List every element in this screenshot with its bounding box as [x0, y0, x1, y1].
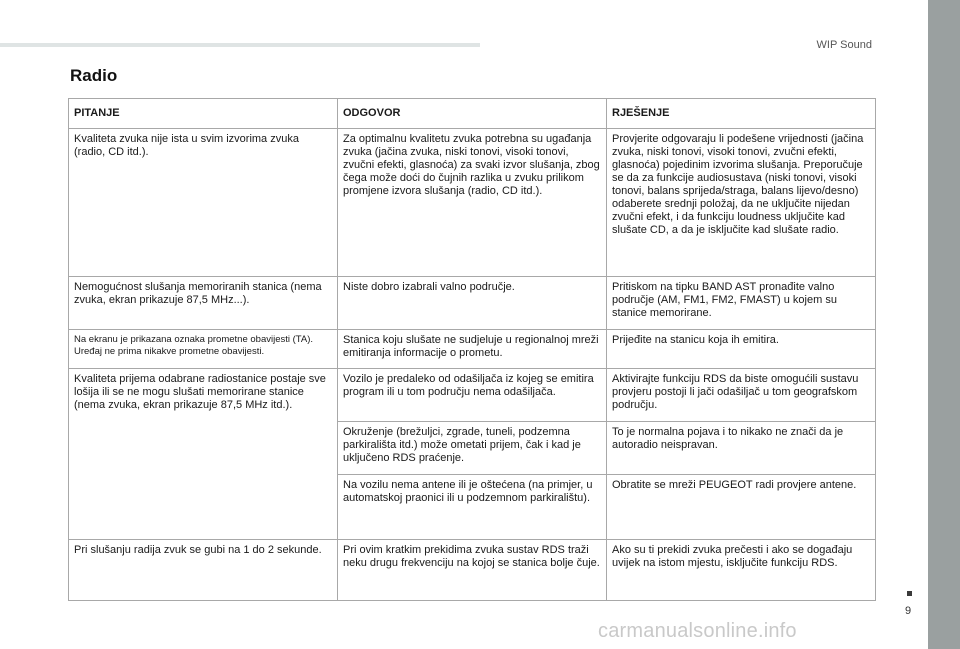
header-answer: ODGOVOR [338, 99, 607, 129]
troubleshooting-table [68, 98, 876, 601]
page-title: Radio [70, 66, 118, 85]
solution-cell: Provjerite odgovaraju li podešene vrijednosti (jačina zvuka, niski tonovi, visoki tonovi, zvučni efekti, glasnoća) pojedinim izvorima slušanja. Preporučuje se da za funkcije audiosustava (niski tonovi, visoki tonovi, balans sprijeda/straga, balans lijevo/desno) odaberete srednji položaj, da ne uključite nijedan zvučni efekt, i da funkciju loudness uključite kad slušate CD, a da je isključite kad slušate radio. [607, 129, 876, 277]
table-row [69, 129, 876, 277]
answer-cell: Okruženje (brežuljci, zgrade, tuneli, podzemna parkirališta itd.) može ometati prijem, čak i kad je uključeno RDS praćenje. [338, 422, 607, 475]
solution-cell: Prijeđite na stanicu koja ih emitira. [607, 330, 876, 369]
answer-cell: Niste dobro izabrali valno područje. [338, 277, 607, 330]
page-marker [907, 591, 912, 596]
header-divider [0, 43, 480, 47]
solution-cell: To je normalna pojava i to nikako ne znači da je autoradio neispravan. [607, 422, 876, 475]
table-row [69, 330, 876, 369]
table-row [69, 369, 876, 422]
question-cell: Na ekranu je prikazana oznaka prometne obavijesti (TA). Uređaj ne prima nikakve prometne obavijesti. [69, 330, 338, 369]
table-header-row [69, 99, 876, 129]
answer-cell: Na vozilu nema antene ili je oštećena (na primjer, u automatskoj praonici ili u podzemnom parkiralištu). [338, 475, 607, 540]
question-cell: Kvaliteta prijema odabrane radiostanice postaje sve lošija ili se ne mogu slušati memorirane stanice (nema zvuka, ekran prikazuje 87,5 MHz itd.). [69, 369, 338, 540]
answer-cell: Vozilo je predaleko od odašiljača iz kojeg se emitira program ili u tom području nema odašiljača. [338, 369, 607, 422]
table-row [69, 540, 876, 601]
watermark: carmanualsonline.info [598, 620, 797, 642]
question-cell: Nemogućnost slušanja memoriranih stanica (nema zvuka, ekran prikazuje 87,5 MHz...). [69, 277, 338, 330]
section-label: WIP Sound [816, 39, 872, 51]
question-cell: Pri slušanju radija zvuk se gubi na 1 do 2 sekunde. [69, 540, 338, 601]
table-row [69, 277, 876, 330]
answer-cell: Pri ovim kratkim prekidima zvuka sustav RDS traži neku drugu frekvenciju na kojoj se stanica bolje čuje. [338, 540, 607, 601]
answer-cell: Stanica koju slušate ne sudjeluje u regionalnoj mreži emitiranja informacije o prometu. [338, 330, 607, 369]
header-solution: RJEŠENJE [607, 99, 876, 129]
page-number: 9 [905, 605, 912, 617]
question-cell: Kvaliteta zvuka nije ista u svim izvorima zvuka (radio, CD itd.). [69, 129, 338, 277]
answer-cell: Za optimalnu kvalitetu zvuka potrebna su ugađanja zvuka (jačina zvuka, niski tonovi, visoki tonovi, zvučni efekti, glasnoća) za svaki izvor slušanja, zbog čega može doći do čujnih razlika u zvuku prilikom promjene izvora slušanja (radio, CD itd.). [338, 129, 607, 277]
header-question: PITANJE [69, 99, 338, 129]
solution-cell: Pritiskom na tipku BAND AST pronađite valno područje (AM, FM1, FM2, FMAST) u kojem su stanice memorirane. [607, 277, 876, 330]
solution-cell: Obratite se mreži PEUGEOT radi provjere antene. [607, 475, 876, 540]
solution-cell: Aktivirajte funkciju RDS da biste omogućili sustavu provjeru postoji li jači odašiljač u tom geografskom području. [607, 369, 876, 422]
side-tab [928, 0, 960, 649]
solution-cell: Ako su ti prekidi zvuka prečesti i ako se događaju uvijek na istom mjestu, isključite funkciju RDS. [607, 540, 876, 601]
